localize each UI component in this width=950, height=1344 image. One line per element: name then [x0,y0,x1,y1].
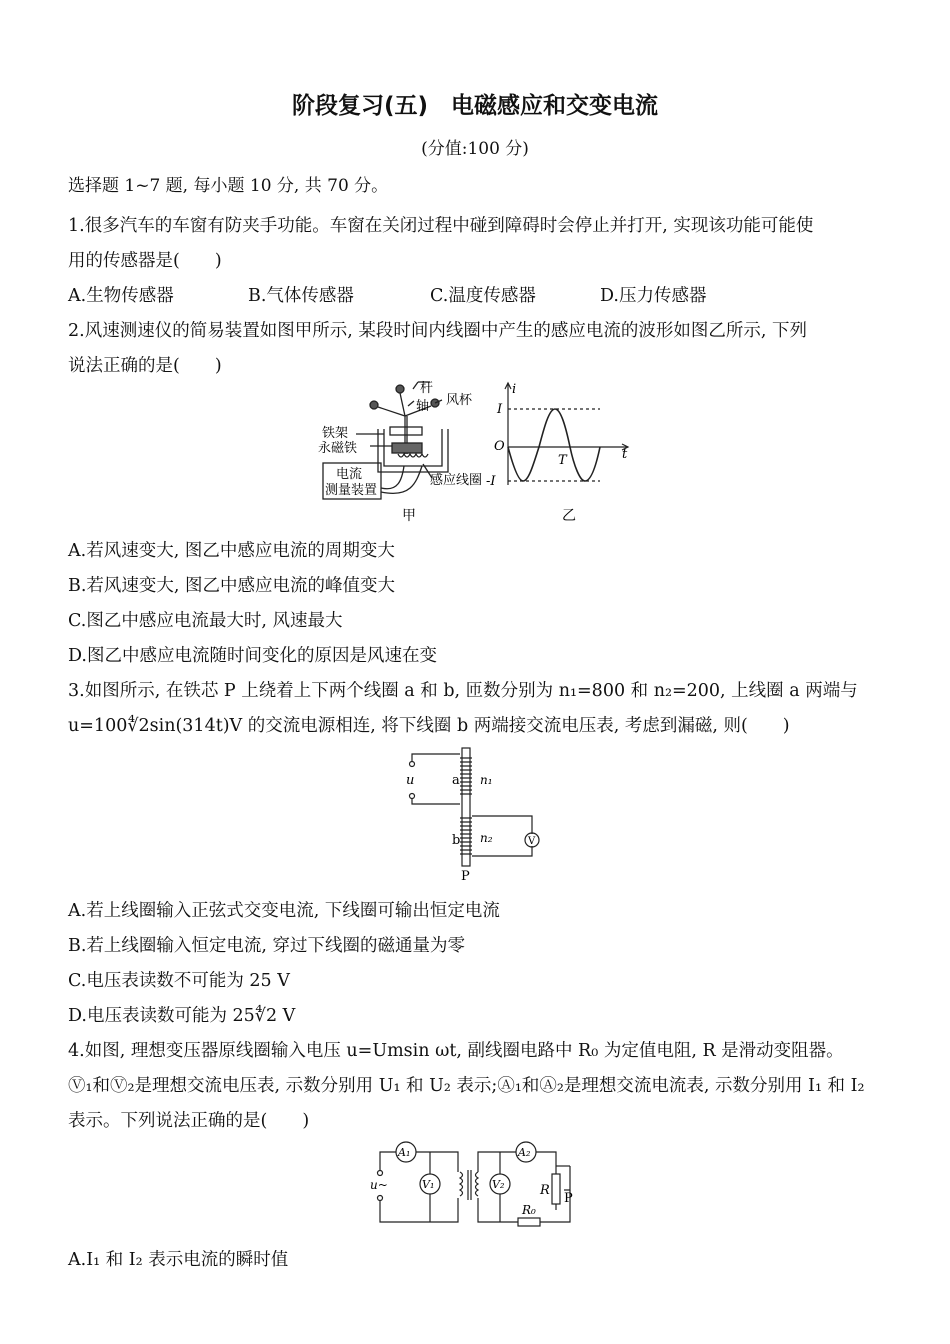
fig-yi-axis-i: i [512,382,517,397]
q4-stem-line1: 4.如图, 理想变压器原线圈输入电压 u=Umsin ωt, 副线圈电路中 R₀ 为定值电阻, R 是滑动变阻器。 [68,1041,844,1061]
score-note: (分值:100 分) [421,139,529,159]
q3-fig-label-u: u [406,773,415,788]
q3-option-c: C.电压表读数不可能为 25 V [68,971,290,991]
fig-jia-label-gan: 杆 [420,381,434,396]
q2-stem-line2: 说法正确的是( ) [68,356,222,376]
q4-fig-slider-P: P [564,1191,573,1206]
page-title: 阶段复习(五) 电磁感应和交变电流 [291,93,659,119]
q1-option-c: C.温度传感器 [430,286,536,306]
q4-fig-ammeter-a1: A₁ [398,1146,411,1159]
q3-fig-label-b: b [452,833,461,848]
q4-stem-line2: Ⓥ₁和Ⓥ₂是理想交流电压表, 示数分别用 U₁ 和 U₂ 表示;Ⓐ₁和Ⓐ₂是理想交流电流表, 示数分别用 I₁ 和 I₂ [68,1076,865,1096]
fig-jia-label-yongcitie: 永磁铁 [318,441,358,456]
fig-jia-label-zhou: 轴 [416,399,430,414]
q3-fig-label-n2: n₂ [480,831,493,845]
q1-stem-line2: 用的传感器是( ) [68,251,222,271]
fig-jia-caption: 甲 [402,508,416,524]
q3-fig-label-P: P [461,869,470,884]
q1-stem-line1: 1.很多汽车的车窗有防夹手功能。车窗在关闭过程中碰到障碍时会停止并打开, 实现该功能可能使 [68,216,814,236]
q3-stem-line2: u=100∜2sin(314t)V 的交流电源相连, 将下线圈 b 两端接交流电压表, 考虑到漏磁, 则( ) [68,716,790,736]
q3-fig-label-a: a [452,773,460,788]
q1-option-a: A.生物传感器 [68,286,174,306]
fig-yi-period: T [558,453,567,468]
q1-option-d: D.压力传感器 [600,286,707,306]
fig-yi-caption: 乙 [562,508,576,524]
q3-figure [400,746,560,884]
fig-yi-axis-t: t [622,447,628,462]
q4-fig-voltmeter-v2: V₂ [492,1178,505,1191]
q2-option-c: C.图乙中感应电流最大时, 风速最大 [68,611,343,631]
q3-option-a: A.若上线圈输入正弦式交变电流, 下线圈可输出恒定电流 [68,901,500,921]
q4-figure [368,1138,590,1228]
q3-fig-label-n1: n₁ [480,773,493,787]
q1-option-b: B.气体传感器 [248,286,354,306]
fig-yi-label-negI: -I [486,474,496,489]
q3-option-d: D.电压表读数可能为 25∜2 V [68,1006,296,1026]
fig-jia-label-ganyingxianquan: 感应线圈 [430,473,483,488]
q2-figure-yi [488,380,638,525]
q4-fig-ammeter-a2: A₂ [518,1146,531,1159]
fig-jia-label-tiejia: 铁架 [322,426,349,441]
fig-jia-label-celiang: 测量装置 [325,483,378,498]
fig-yi-label-I: I [497,402,503,417]
section-intro: 选择题 1~7 题, 每小题 10 分, 共 70 分。 [68,176,389,196]
q3-fig-voltmeter: V [528,836,536,847]
q2-option-b: B.若风速变大, 图乙中感应电流的峰值变大 [68,576,396,596]
q4-fig-source-u: u~ [370,1178,388,1192]
q4-option-a: A.I₁ 和 I₂ 表示电流的瞬时值 [68,1250,289,1270]
q3-stem-line1: 3.如图所示, 在铁芯 P 上绕着上下两个线圈 a 和 b, 匝数分别为 n₁=800 和 n₂=200, 上线圈 a 两端与 [68,681,858,701]
fig-jia-label-dianliu: 电流 [336,467,363,482]
q4-fig-resistor-R0: R₀ [522,1203,536,1217]
q3-option-b: B.若上线圈输入恒定电流, 穿过下线圈的磁通量为零 [68,936,466,956]
q2-stem-line1: 2.风速测速仪的简易装置如图甲所示, 某段时间内线圈中产生的感应电流的波形如图乙所示, 下列 [68,321,807,341]
q4-stem-line3: 表示。下列说法正确的是( ) [68,1111,310,1131]
q4-fig-resistor-R: R [540,1183,550,1198]
q4-fig-voltmeter-v1: V₁ [422,1178,435,1191]
fig-jia-label-fengbei: 风杯 [446,393,473,408]
q2-option-d: D.图乙中感应电流随时间变化的原因是风速在变 [68,646,437,666]
fig-yi-origin: O [494,439,505,454]
q2-option-a: A.若风速变大, 图乙中感应电流的周期变大 [68,541,395,561]
